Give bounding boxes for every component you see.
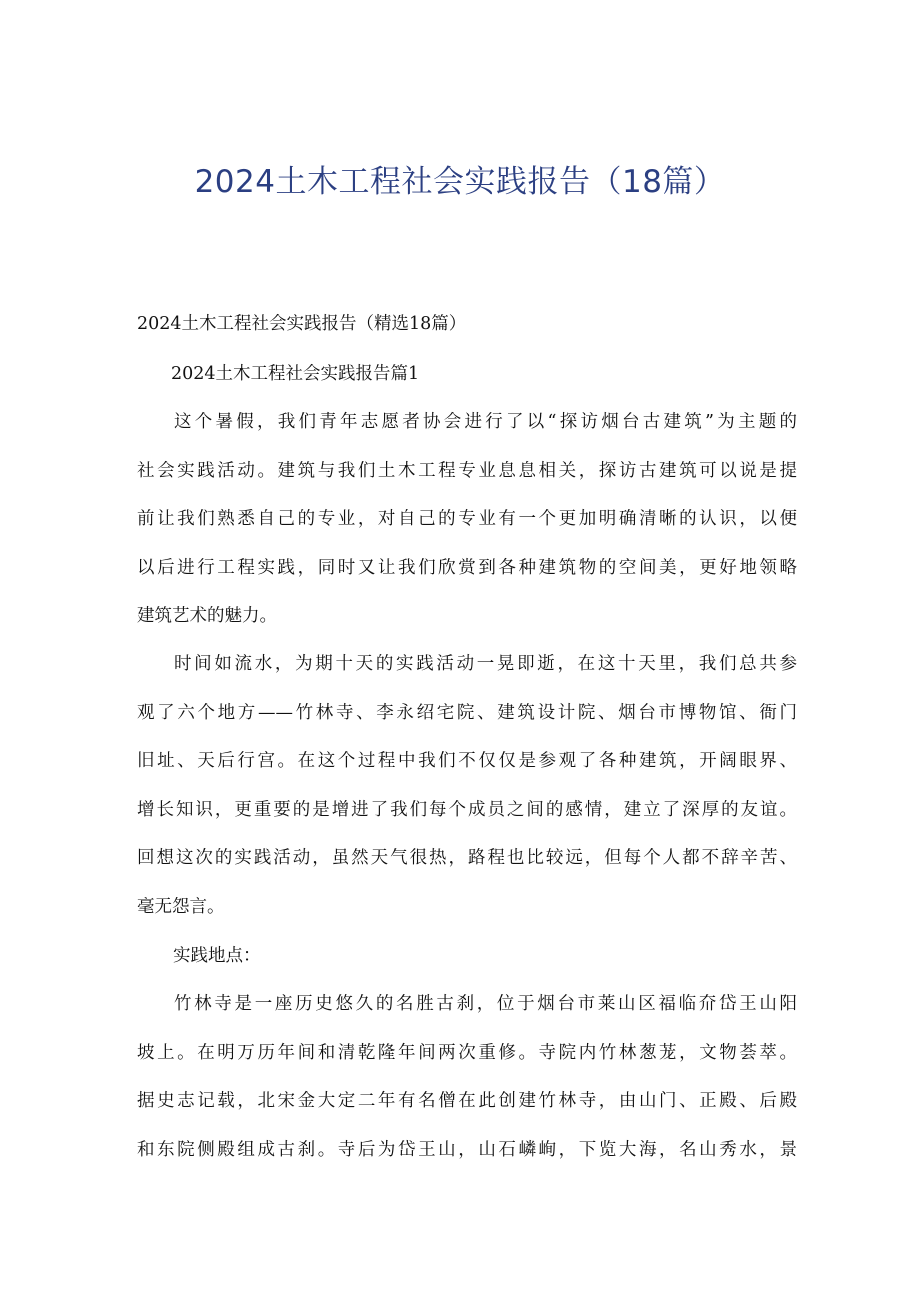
paragraph-line: 社会实践活动。建筑与我们土木工程专业息息相关，探访古建筑可以说是提 [137,460,797,481]
paragraph-line: 观了六个地方——竹林寺、李永绍宅院、建筑设计院、烟台市博物馆、衙门 [137,702,797,723]
paragraph-line: 建筑艺术的魅力。 [137,606,277,626]
paragraph-line: 据史志记载，北宋金大定二年有名僧在此创建竹林寺，由山门、正殿、后殿 [137,1091,797,1111]
paragraph-line: 竹林寺是一座历史悠久的名胜古刹，位于烟台市莱山区福临夼岱王山阳 [174,994,797,1014]
paragraph-line: 这个暑假，我们青年志愿者协会进行了以“探访烟台古建筑”为主题的 [174,412,797,432]
paragraph-line: 旧址、天后行宫。在这个过程中我们不仅仅是参观了各种建筑，开阔眼界、 [137,751,797,771]
document-title: 2024土木工程社会实践报告（18篇） [194,164,726,200]
paragraph-3 [137,980,797,1174]
paragraph-line: 回想这次的实践活动，虽然天气很热，路程也比较远，但每个人都不辞辛苦、 [137,848,797,868]
paragraph-line: 坡上。在明万历年间和清乾隆年间两次重修。寺院内竹林葱茏，文物荟萃。 [137,1042,797,1063]
paragraph-2 [137,640,797,931]
paragraph-line: 以后进行工程实践，同时又让我们欣赏到各种建筑物的空间美，更好地领略 [137,557,797,578]
paragraph-line: 增长知识，更重要的是增进了我们每个成员之间的感情，建立了深厚的友谊。 [137,799,797,820]
paragraph-line: 毫无怨言。 [137,896,225,917]
location-label: 实践地点： [173,946,261,966]
section-heading: 2024土木工程社会实践报告篇1 [171,364,420,384]
paragraph-1 [137,398,797,641]
paragraph-line: 时间如流水，为期十天的实践活动一晃即逝，在这十天里，我们总共参 [174,654,797,674]
document-subtitle: 2024土木工程社会实践报告（精选18篇） [137,314,467,334]
paragraph-line: 和东院侧殿组成古刹。寺后为岱王山，山石嶙峋，下览大海，名山秀水，景 [137,1139,797,1160]
paragraph-line: 前让我们熟悉自己的专业，对自己的专业有一个更加明确清晰的认识，以便 [137,509,797,529]
